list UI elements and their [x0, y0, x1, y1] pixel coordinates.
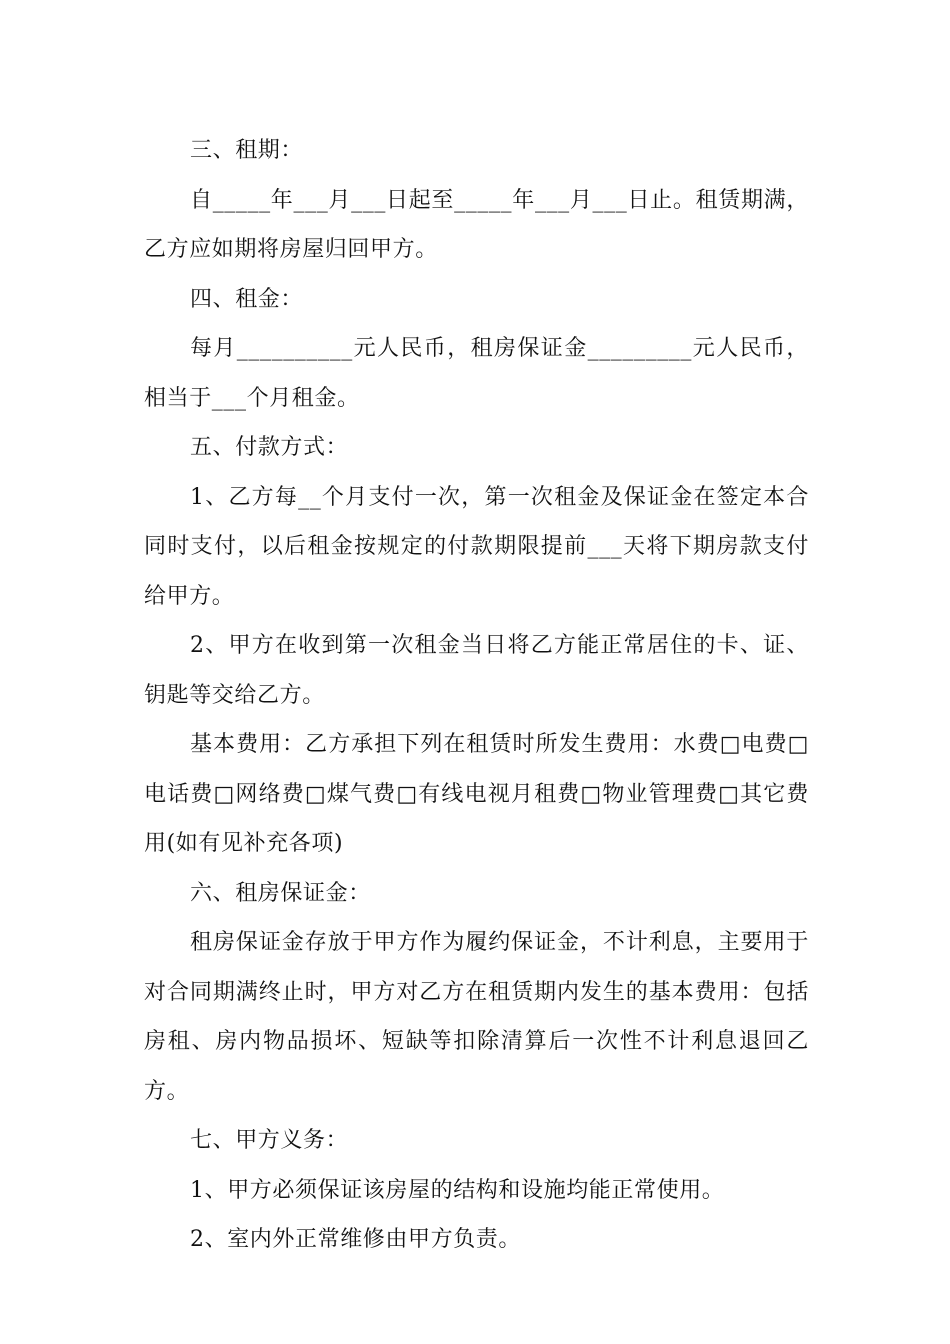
- rent-paragraph: 每月__________元人民币，租房保证金_________元人民币，相当于___个月租金。: [144, 336, 809, 411]
- lease-term-paragraph: 自_____年___月___日起至_____年___月___日止。租赁期满，乙方应如期将房屋归回甲方。: [144, 187, 809, 262]
- section-heading-rent: 四、租金：: [190, 286, 304, 312]
- section-heading-lease-term: 三、租期：: [190, 138, 304, 163]
- landlord-obligation-1: 1、甲方必须保证该房屋的结构和设施均能正常使用。: [190, 1177, 725, 1203]
- deposit-paragraph: 租房保证金存放于甲方作为履约保证金，不计利息，主要用于对合同期满终止时，甲方对乙方在租赁期内发生的基本费用：包括房租、房内物品损坏、短缺等扣除清算后一次性不计利息退回乙方。: [144, 930, 809, 1104]
- payment-clause-2: 2、甲方在收到第一次租金当日将乙方能正常居住的卡、证、钥匙等交给乙方。: [144, 633, 809, 708]
- section-heading-payment-method: 五、付款方式：: [190, 435, 349, 460]
- basic-fees-paragraph: 基本费用：乙方承担下列在租赁时所发生费用：水费□电费□电话费□网络费□煤气费□有线电视月租费□物业管理费□其它费用(如有见补充各项): [144, 732, 809, 856]
- payment-clause-1: 1、乙方每__个月支付一次，第一次租金及保证金在签定本合同时支付，以后租金按规定的付款期限提前___天将下期房款支付给甲方。: [144, 484, 809, 609]
- section-heading-landlord-obligations: 七、甲方义务：: [190, 1128, 349, 1153]
- section-heading-deposit: 六、租房保证金：: [190, 880, 371, 906]
- document-body: [144, 126, 809, 1265]
- landlord-obligation-2: 2、室内外正常维修由甲方负责。: [190, 1227, 521, 1252]
